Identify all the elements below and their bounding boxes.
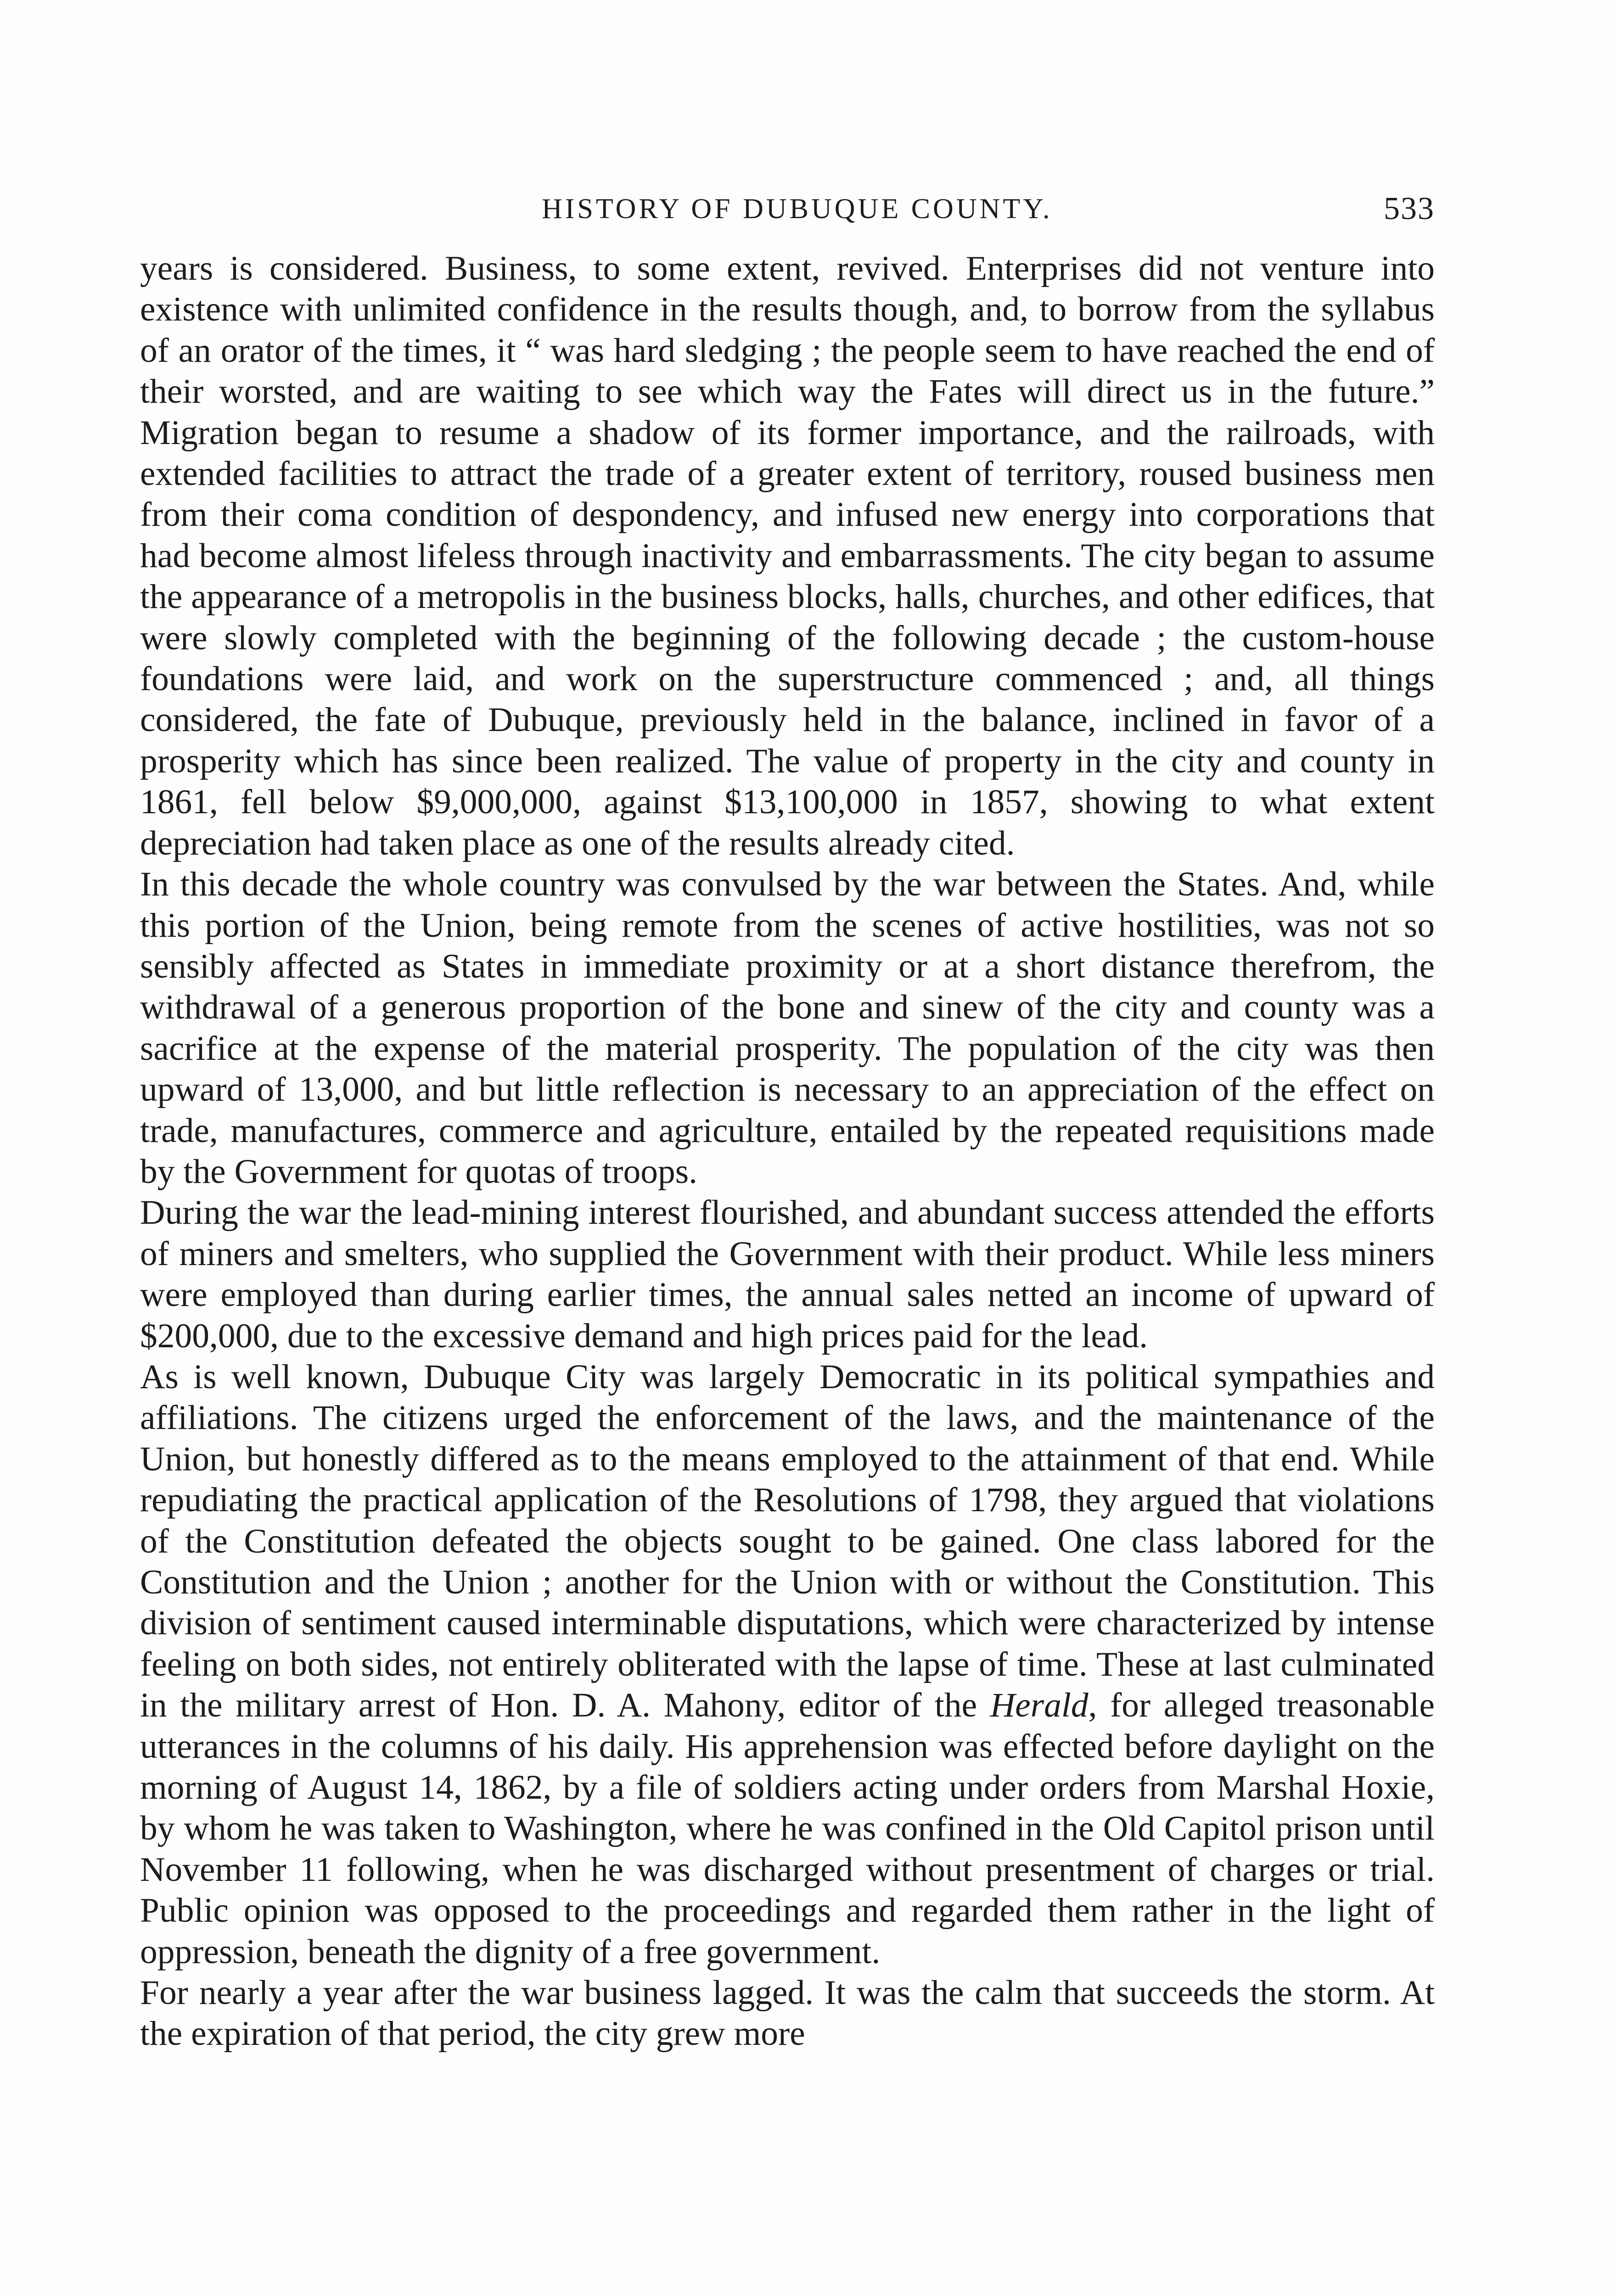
- paragraph-4-text-after: , for alleged treasonable utterances in the columns of his daily. His apprehension was effected before daylight on the morning of August 14, 1862, by a file of soldiers acting under orders from Marshal Hoxie, by whom he was taken to Washington, where he was confined in the Old Capitol prison until November 11 following, when he was discharged without presentment of charges or trial. Public opinion was opposed to the proceedings and regarded them rather in the light of oppression, beneath the dignity of a free government.: [140, 1686, 1435, 1971]
- newspaper-title: Herald: [990, 1686, 1089, 1725]
- paragraph-4-text-before: As is well known, Dubuque City was largely Democratic in its political sympathies and affiliations. The citizens urged the enforcement of the laws, and the maintenance of the Union, but honestly differed as to the means employed to the attainment of that end. While repudiating the practical application of the Resolutions of 1798, they argued that violations of the Constitution defeated the objects sought to be gained. One class labored for the Constitution and the Union ; another for the Union with or without the Constitution. This division of sentiment caused interminable disputations, which were characterized by intense feeling on both sides, not entirely obliterated with the lapse of time. These at last culminated in the military arrest of Hon. D. A. Mahony, editor of the: [140, 1357, 1435, 1725]
- running-head: HISTORY OF DUBUQUE COUNTY.: [542, 193, 1053, 225]
- paragraph-4: [140, 1356, 1435, 1972]
- page-number: 533: [1384, 191, 1435, 226]
- paragraph-5: For nearly a year after the war business lagged. It was the calm that succeeds the storm. At the expiration of that period, the city grew more: [140, 1974, 1435, 2053]
- page-header: [0, 184, 1616, 234]
- paragraph-1: years is considered. Business, to some extent, revived. Enterprises did not venture into existence with unlimited confidence in the results though, and, to borrow from the syllabus of an orator of the times, it “ was hard sledging ; the people seem to have reached the end of their worsted, and are waiting to see which way the Fates will direct us in the future.” Migration began to resume a shadow of its former importance, and the railroads, with extended facilities to attract the trade of a greater extent of territory, roused business men from their coma condition of despondency, and infused new energy into corporations that had become almost lifeless through inactivity and embarrassments. The city began to assume the appearance of a metropolis in the business blocks, halls, churches, and other edifices, that were slowly completed with the beginning of the following decade ; the custom-house foundations were laid, and work on the superstructure commenced ; and, all things considered, the fate of Dubuque, previously held in the balance, inclined in favor of a prosperity which has since been realized. The value of property in the city and county in 1861, fell below $9,000,000, against $13,100,000 in 1857, showing to what extent depreciation had taken place as one of the results already cited.: [140, 249, 1435, 862]
- body-text: [140, 248, 1435, 2054]
- paragraph-2: In this decade the whole country was convulsed by the war between the States. And, while this portion of the Union, being remote from the scenes of active hostilities, was not so sensibly affected as States in immediate proximity or at a short distance therefrom, the withdrawal of a generous proportion of the bone and sinew of the city and county was a sacrifice at the expense of the material prosperity. The population of the city was then upward of 13,000, and but little reflection is necessary to an appreciation of the effect on trade, manufactures, commerce and agriculture, entailed by the repeated requisitions made by the Government for quotas of troops.: [140, 865, 1435, 1191]
- paragraph-3: During the war the lead-mining interest flourished, and abundant success attended the efforts of miners and smelters, who supplied the Government with their product. While less miners were employed than during earlier times, the annual sales netted an income of upward of $200,000, due to the excessive demand and high prices paid for the lead.: [140, 1193, 1435, 1355]
